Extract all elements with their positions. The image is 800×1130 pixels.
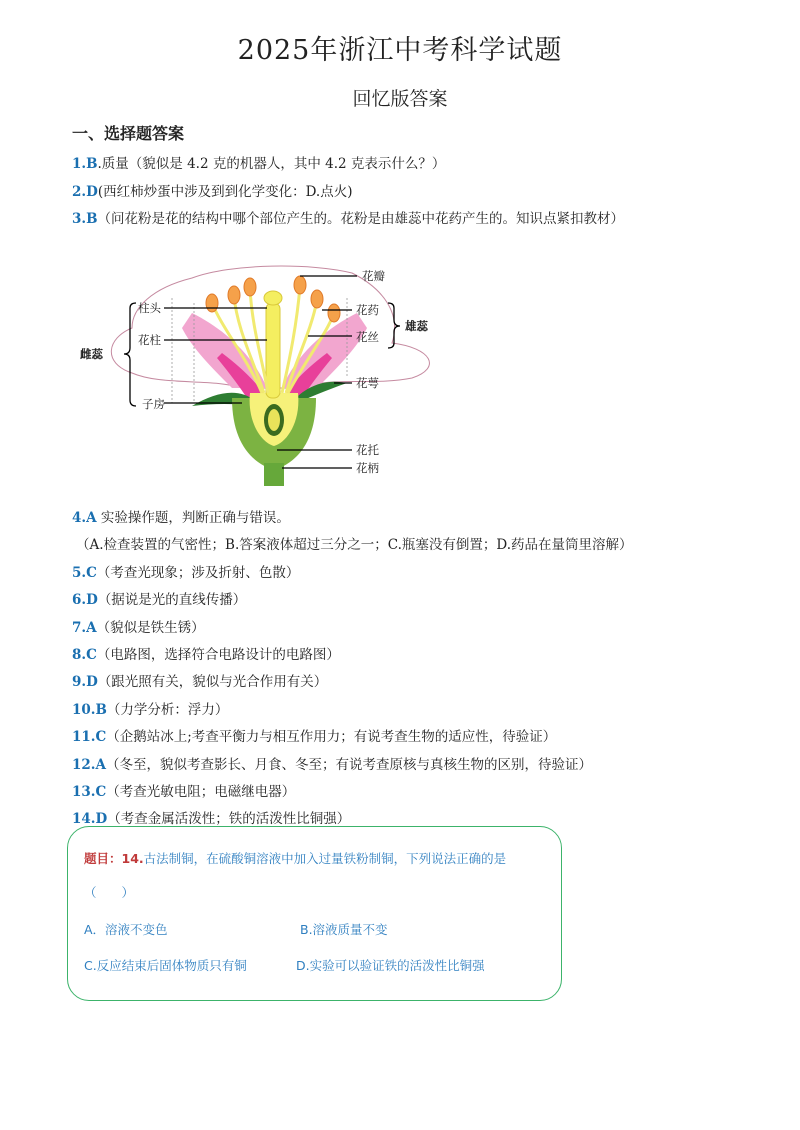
answer-text: （电路图，选择符合电路设计的电路图）: [96, 647, 340, 663]
label-style: 花柱: [138, 333, 161, 347]
option-a: A．溶液不变色: [84, 922, 168, 937]
document-subtitle: 回忆版答案: [352, 88, 448, 110]
label-sepal: 花萼: [356, 376, 379, 390]
answer-line-2: [72, 180, 352, 200]
answer-text: （企鹅站冰上;考查平衡力与相互作用力；有说考查生物的适应性，待验证）: [106, 729, 557, 745]
label-stamen: 雄蕊: [405, 319, 428, 333]
answer-text: （A.检查装置的气密性；B.答案液体超过三分之一；C.瓶塞没有倒置；D.药品在量筒里溶解）: [76, 537, 633, 553]
answer-number: 5.C: [72, 565, 97, 581]
answer-line-11: [72, 725, 556, 745]
label-receptacle: 花托: [356, 443, 379, 457]
answer-number: 2.D: [72, 184, 98, 200]
answer-line-3: [72, 207, 624, 227]
answer-line-12: [72, 753, 592, 773]
question-box: [67, 826, 562, 1001]
answer-number: 7.A: [72, 620, 97, 636]
label-petal: 花瓣: [362, 269, 385, 283]
answer-line-7: [72, 616, 205, 636]
pedicel-shape: [264, 463, 284, 486]
answer-line-6: [72, 588, 246, 608]
answer-text: （据说是光的直线传播）: [97, 592, 247, 608]
answer-text: （考查光现象；涉及折射、色散）: [96, 565, 300, 581]
answer-line-4-detail: [76, 533, 633, 553]
answer-text: （貌似是铁生锈）: [96, 620, 205, 636]
answer-line-9: [72, 670, 327, 690]
answer-text: .质量（貌似是 4.2 克的机器人，其中 4.2 克表示什么？）: [97, 156, 446, 172]
answer-line-14: [72, 807, 350, 827]
answer-text: （考查光敏电阻；电磁继电器）: [106, 784, 296, 800]
section-heading: 一、选择题答案: [72, 124, 185, 143]
answer-text: （问花粉是花的结构中哪个部位产生的。花粉是由雄蕊中花药产生的。知识点紧扣教材）: [97, 211, 625, 227]
question-stem-line: [84, 849, 506, 867]
answer-number: 1.B: [72, 156, 98, 172]
option-c: C.反应结束后固体物质只有铜: [84, 958, 247, 973]
style-shape: [266, 303, 280, 398]
label-stigma: 柱头: [138, 301, 161, 315]
answer-number: 13.C: [72, 784, 107, 800]
answer-text: （力学分析：浮力）: [106, 702, 229, 718]
question-number: 14.: [121, 851, 144, 866]
answer-text: （考查金属活泼性；铁的活泼性比铜强）: [107, 811, 351, 827]
answer-text: （跟光照有关，貌似与光合作用有关）: [97, 674, 328, 690]
label-filament: 花丝: [356, 330, 379, 344]
flower-structure-diagram: [72, 258, 472, 488]
answer-line-4: [72, 506, 290, 526]
answer-line-1: [72, 152, 445, 172]
answer-number: 9.D: [72, 674, 98, 690]
label-ovary: 子房: [142, 397, 165, 411]
answer-line-5: [72, 561, 299, 581]
document-title: 2025年浙江中考科学试题: [237, 35, 563, 66]
answer-number: 11.C: [72, 729, 107, 745]
option-d: D.实验可以验证铁的活泼性比铜强: [296, 958, 485, 973]
stigma-shape: [264, 291, 282, 305]
answer-line-8: [72, 643, 340, 663]
answer-line-10: [72, 698, 228, 718]
question-stem: 古法制铜，在硫酸铜溶液中加入过量铁粉制铜，下列说法正确的是: [143, 851, 507, 866]
option-b: B.溶液质量不变: [300, 922, 388, 937]
label-pistil: 雌蕊: [80, 347, 103, 361]
answer-number: 10.B: [72, 702, 107, 718]
stamen-bracket: [388, 303, 400, 348]
answer-number: 4.A: [72, 510, 97, 526]
answer-text: (西红柿炒蛋中涉及到到化学变化：D.点火): [97, 184, 353, 200]
question-blank: （ ）: [84, 885, 135, 900]
question-head: 题目：: [84, 851, 122, 866]
pistil-bracket: [124, 303, 136, 406]
answer-text: （冬至，貌似考查影长、月食、冬至；有说考查原核与真核生物的区别，待验证）: [105, 757, 592, 773]
answer-number: 14.D: [72, 811, 108, 827]
answer-text: 实验操作题，判断正确与错误。: [100, 510, 290, 526]
answer-number: 6.D: [72, 592, 98, 608]
answer-line-13: [72, 780, 295, 800]
answer-number: 3.B: [72, 211, 98, 227]
label-pedicel: 花柄: [356, 461, 379, 475]
label-anther: 花药: [356, 303, 379, 317]
answer-number: 8.C: [72, 647, 97, 663]
answer-number: 12.A: [72, 757, 106, 773]
